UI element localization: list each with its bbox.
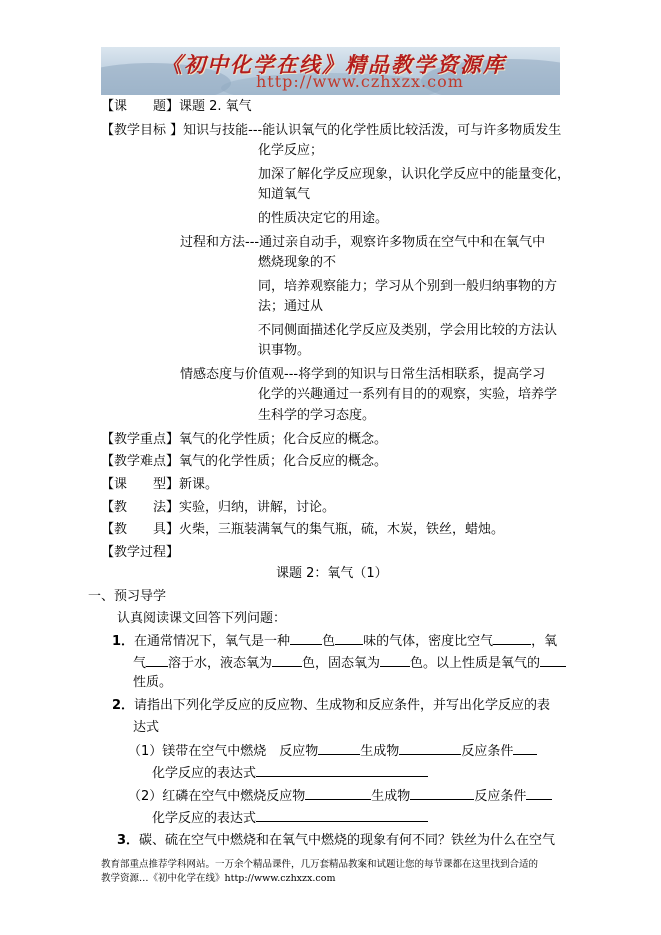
key-points-row — [101, 431, 387, 449]
intro-text: 认真阅读课文回答下列问题： — [117, 611, 287, 626]
answer-blank[interactable] — [526, 787, 552, 800]
type-tag: 【课 型】 — [101, 477, 180, 492]
answer-blank[interactable] — [146, 654, 168, 667]
objective-emotion-line: 化学的兴趣通过一系列有目的的观察，实验，培养学 — [258, 387, 558, 402]
tools-tag: 【教 具】 — [101, 522, 180, 537]
objective-process-line: 同，培养观察能力；学习从个别到一般归纳事物的方 — [258, 279, 558, 294]
objective-skills-line: 加深了解化学反应现象，认识化学反应中的能量变化， — [258, 167, 571, 182]
objective-skills-line: 知识与技能---能认识氧气的化学性质比较活泼，可与许多物质发生 — [183, 123, 562, 138]
question-text: 化学反应的表达式 — [152, 766, 257, 781]
type-text: 新课。 — [179, 477, 219, 492]
type-row — [101, 476, 218, 494]
lesson-tag: 【课 题】 — [101, 99, 180, 114]
question-text: 溶于水，液态氧为 — [168, 656, 273, 671]
answer-blank[interactable] — [335, 632, 363, 645]
question-text: 反应条件 — [474, 789, 527, 804]
key-points-tag: 【教学重点】 — [101, 432, 180, 447]
sub-question-number: （1） — [128, 744, 163, 759]
tools-row — [101, 521, 504, 539]
objective-process-line: 过程和方法---通过亲自动手，观察许多物质在空气中和在氧气中 — [180, 235, 546, 250]
process-tag: 【教学过程】 — [101, 545, 180, 560]
objective-skills-line: 知道氧气 — [258, 187, 311, 202]
lesson-title: 课题 2. 氧气 — [179, 99, 252, 114]
answer-blank[interactable] — [272, 654, 302, 667]
objective-process-line: 不同侧面描述化学反应及类别，学会用比较的方法认 — [258, 323, 558, 338]
objective-process-line: 燃烧现象的不 — [258, 255, 337, 270]
question-text: 碳、硫在空气中燃烧和在氧气中燃烧的现象有何不同？铁丝为什么在空气 — [139, 833, 556, 848]
question-text: 在通常情况下，氧气是一种 — [134, 634, 291, 649]
question-text: 反应条件 — [461, 744, 514, 759]
question-number: 1． — [112, 634, 135, 649]
difficulties-tag: 【教学难点】 — [101, 454, 180, 469]
objective-skills-line: 化学反应； — [258, 143, 324, 158]
answer-blank[interactable] — [290, 632, 322, 645]
answer-blank[interactable] — [305, 787, 371, 800]
answer-blank[interactable] — [540, 654, 566, 667]
question-text: 气 — [133, 656, 147, 671]
footer-text: 教学资源…《初中化学在线》 — [101, 873, 225, 884]
objective-process-line: 法；通过从 — [258, 299, 324, 314]
difficulties-text: 氧气的化学性质；化合反应的概念。 — [179, 454, 388, 469]
subtitle: 课题 2：氧气（1） — [276, 566, 388, 581]
objective-emotion-line: 生科学的学习态度。 — [258, 408, 376, 423]
question-text: ，氧 — [531, 634, 558, 649]
answer-blank[interactable] — [318, 742, 360, 755]
question-text: 色 — [322, 634, 336, 649]
section-heading: 一、预习导学 — [88, 589, 167, 604]
question-text: 色，固态氧为 — [302, 656, 381, 671]
question-2b-line-2 — [152, 809, 428, 828]
answer-blank[interactable] — [256, 764, 428, 777]
footer-line-2 — [101, 870, 335, 884]
tools-text: 火柴，三瓶装满氧气的集气瓶，硫，木炭，铁丝，蜡烛。 — [179, 522, 505, 537]
answer-blank[interactable] — [399, 742, 461, 755]
sub-question-number: （2） — [128, 789, 163, 804]
method-text: 实验，归纳，讲解，讨论。 — [179, 500, 336, 515]
objectives-tag: 【教学目标 】 — [101, 123, 184, 138]
difficulties-row — [101, 453, 387, 471]
objectives-row — [101, 122, 561, 140]
answer-blank[interactable] — [380, 654, 410, 667]
question-2-line-2: 达式 — [133, 720, 160, 735]
objective-skills-line: 的性质决定它的用途。 — [258, 211, 389, 226]
footer-url[interactable]: http://www.czhxzx.com — [224, 873, 336, 884]
question-text: 请指出下列化学反应的反应物、生成物和反应条件，并写出化学反应的表 — [134, 698, 551, 713]
objective-process-line: 识事物。 — [258, 343, 311, 358]
question-text: 镁带在空气中燃烧 反应物 — [162, 744, 319, 759]
question-2a-line-2 — [152, 764, 428, 783]
answer-blank[interactable] — [513, 742, 537, 755]
question-number: 2． — [112, 698, 135, 713]
banner-title: 《初中化学在线》精品教学资源库 — [161, 52, 506, 77]
question-text: 红磷在空气中燃烧反应物 — [162, 789, 306, 804]
key-points-text: 氧气的化学性质；化合反应的概念。 — [179, 432, 388, 447]
method-tag: 【教 法】 — [101, 500, 180, 515]
method-row — [101, 499, 335, 517]
question-2-line-1 — [112, 697, 550, 715]
question-3 — [117, 832, 555, 850]
question-1-line-1 — [112, 632, 557, 651]
answer-blank[interactable] — [256, 809, 428, 822]
question-2a-line-1 — [128, 742, 537, 761]
banner-url[interactable]: http://www.czhxzx.com — [256, 72, 464, 91]
footer-line-1: 教育部重点推荐学科网站。一万余个精品课件，几万套精品教案和试题让您的每节课都在这里找到合适的 — [101, 859, 539, 870]
question-2b-line-1 — [128, 787, 552, 806]
answer-blank[interactable] — [493, 632, 531, 645]
question-text: 色。以上性质是氧气的 — [410, 656, 541, 671]
question-number: 3． — [117, 833, 140, 848]
question-text: 生成物 — [371, 789, 411, 804]
question-text: 化学反应的表达式 — [152, 811, 257, 826]
objective-emotion-line: 情感态度与价值观---将学到的知识与日常生活相联系，提高学习 — [180, 367, 546, 382]
question-text: 生成物 — [360, 744, 400, 759]
question-1-line-3: 性质。 — [133, 675, 173, 690]
lesson-row — [101, 98, 252, 116]
header-banner — [101, 47, 560, 95]
answer-blank[interactable] — [410, 787, 474, 800]
question-text: 味的气体，密度比空气 — [363, 634, 494, 649]
question-1-line-2 — [133, 654, 566, 673]
